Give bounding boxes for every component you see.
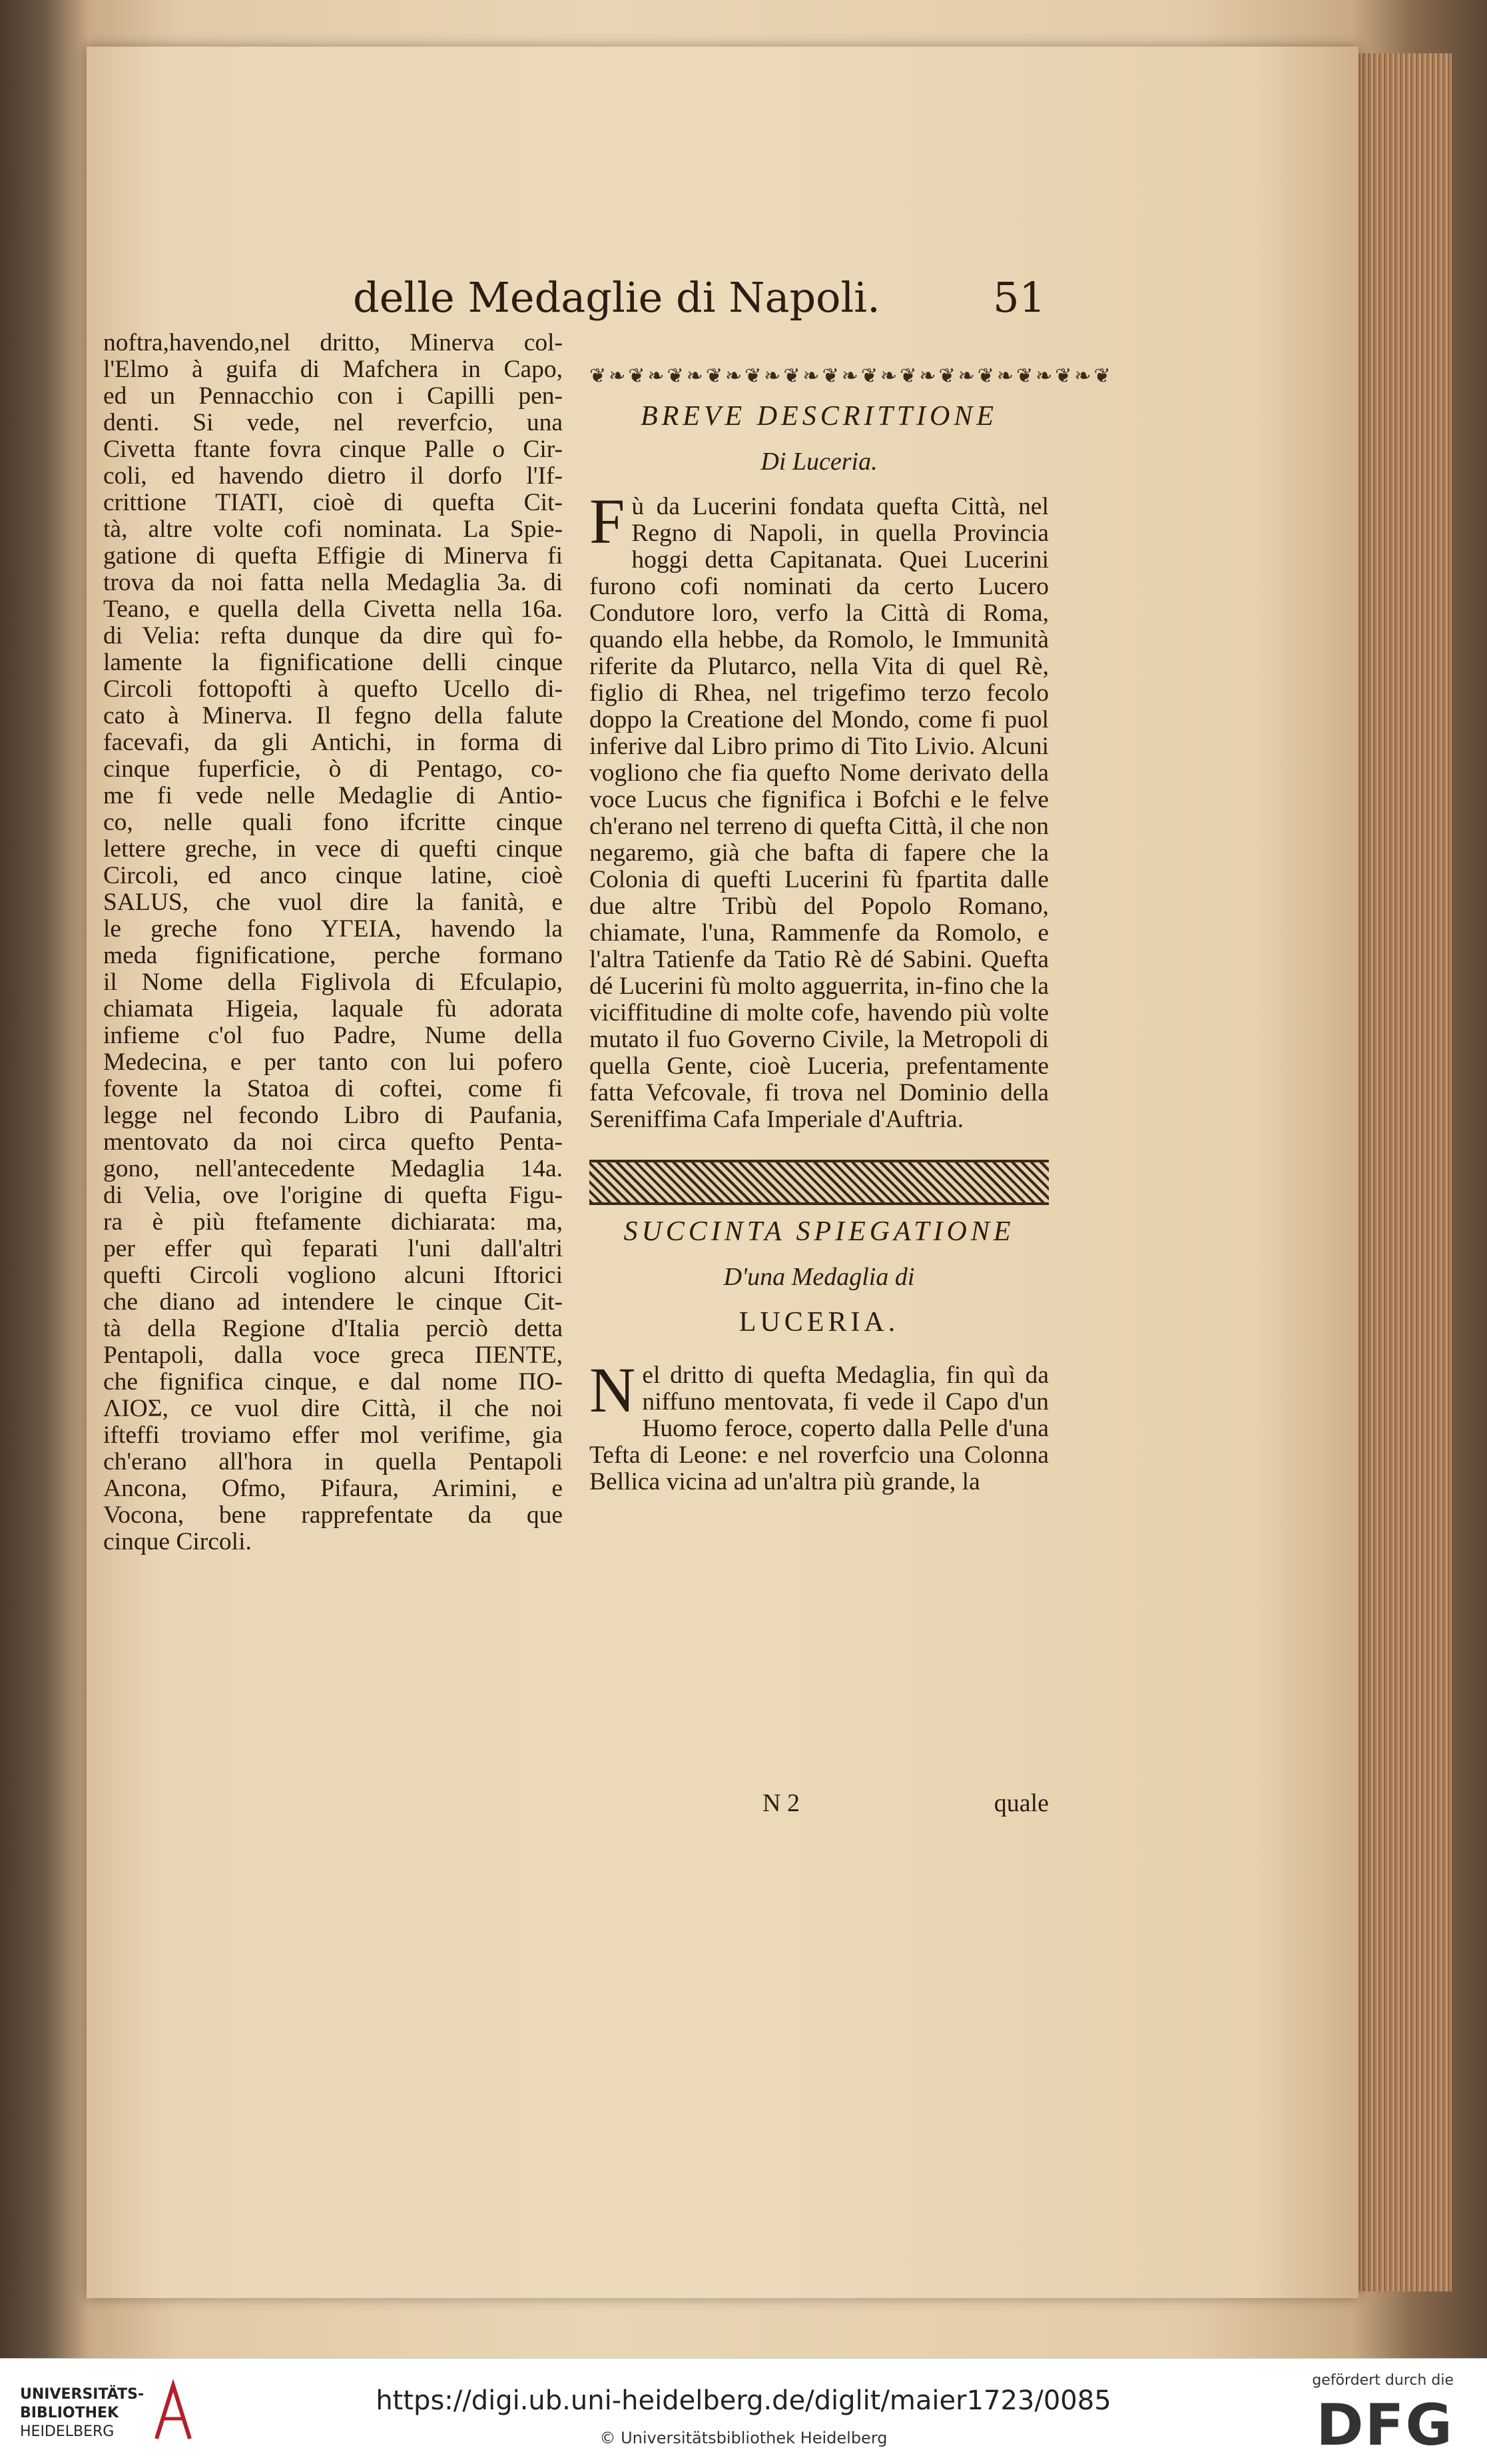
running-title: delle Medaglie di Napoli. [353,273,880,322]
section-body-luceria [589,486,1049,1133]
text-line: ΛΙΟΣ, ce vuol dire Città, il che noi [103,1395,563,1422]
text-line: infieme c'ol fuo Padre, Nume della [103,1022,563,1049]
library-name: UNIVERSITÄTS- BIBLIOTHEK HEIDELBERG [20,2386,145,2440]
text-line: me fi vede nelle Medaglie di Antio- [103,782,563,809]
text-line: gatione di quefta Effigie di Minerva fi [103,542,563,570]
funder-label: gefördert durch die [1312,2372,1454,2389]
text-line: ifteffi troviamo effer mol verifime, gia [103,1422,563,1449]
text-line: cinque Circoli. [103,1528,252,1555]
copyright-text: © Universitätsbibliothek Heidelberg [599,2429,888,2447]
text-line: ed un Pennacchio con i Capilli pen- [103,382,563,410]
page-url-link[interactable]: https://digi.ub.uni-heidelberg.de/diglit/maier1723/0085 [376,2385,1111,2416]
text-line: Pentapoli, dalla voce greca ΠΕΝΤΕ, [103,1342,563,1369]
section-subtitle-medaglia: D'una Medaglia di [723,1263,915,1291]
text-line: le greche fono YΓEIA, havendo la [103,915,563,943]
text-line: coli, ed havendo dietro il dorfo l'If- [103,462,563,490]
viewer-footer [0,2358,1487,2464]
right-column [589,363,1113,1495]
dfg-logo: DFG [1316,2392,1454,2459]
text-line: gono, nell'antecedente Medaglia 14a. [103,1155,563,1182]
section-subtitle: Di Luceria. [760,448,878,476]
section-name-luceria: LUCERIA. [739,1307,900,1338]
section-title-breve-descrittione: BREVE DESCRITTIONE [640,401,998,432]
text-line: che diano ad intendere le cinque Cit- [103,1288,563,1316]
text-line: trova da noi fatta nella Medaglia 3a. di [103,569,563,596]
text-line: noftra,havendo,nel dritto, Minerva col- [103,329,563,356]
drop-cap: N [589,1354,636,1426]
text-line: ch'erano all'hora in quella Pentapoli [103,1448,563,1475]
text-line: cato à Minerva. Il fegno della falute [103,702,563,729]
text-line: cinque fuperficie, ò di Pentago, co- [103,755,563,783]
running-header [353,273,1045,333]
text-line: Circoli, ed anco cinque latine, cioè [103,862,563,889]
text-line: Teano, e quella della Civetta nella 16a. [103,596,563,623]
text-line: Circoli fottopofti à quefto Ucello di- [103,675,563,703]
text-line: chiamata Higeia, laquale fù adorata [103,995,563,1023]
text-line: fovente la Statoa di coftei, come fi [103,1075,563,1102]
text-line: di Velia, ove l'origine di quefta Figu- [103,1182,563,1209]
text-line: Civetta ftante fovra cinque Palle o Cir- [103,436,563,463]
left-column [103,330,563,1555]
ornament-row: ❦❧❦❧❦❧❦❧❦❧❦❧❦❧❦❧❦❧❦❧❦❧❦❧❦❧❦ [589,365,1113,387]
ornamental-band [589,1160,1049,1205]
text-line: co, nelle quali fono ifcritte cinque [103,809,563,836]
section-body-medaglia [589,1354,1049,1495]
text-line: SALUS, che vuol dire la fanità, e [103,889,563,916]
text-line: il Nome della Figlivola di Efculapio, [103,969,563,996]
signature-mark: N 2 [762,1789,800,1817]
text-line: Medecina, e per tanto con lui pofero [103,1048,563,1076]
drop-cap: F [589,486,625,557]
text-line: che fignifica cinque, e dal nome ΠΟ- [103,1368,563,1396]
section-text: el dritto di quefta Medaglia, fin quì da niffuno mentovata, fi vede il Capo d'un Huomo feroce, coperto dalla Pelle d'una Tefta di Leone: e nel roverfcio una Colonna Bellica vicina ad un'altra più grande, la [589,1362,1049,1495]
catchword: quale [994,1789,1049,1817]
page-edges [1358,53,1452,2291]
text-line: l'Elmo à guifa di Mafchera in Capo, [103,356,563,383]
text-line: mentovato da noi circa quefto Penta- [103,1128,563,1156]
section-title-succinta-spiegatione: SUCCINTA SPIEGATIONE [623,1216,1015,1247]
text-line: quefti Circoli vogliono alcuni Iftorici [103,1262,563,1289]
text-line: tà della Regione d'Italia perciò detta [103,1315,563,1342]
text-line: per effer quì feparati l'uni dall'altri [103,1235,563,1262]
text-line: crittione TIATI, cioè di quefta Cit- [103,489,563,516]
text-line: lettere greche, in vece di quefti cinque [103,835,563,863]
text-line: Ancona, Ofmo, Pifaura, Arimini, e [103,1475,563,1502]
text-line: meda fignificatione, perche formano [103,942,563,969]
text-line: legge nel fecondo Libro di Paufania, [103,1102,563,1129]
text-line: tà, altre volte cofi nominata. La Spie- [103,516,563,543]
text-line: facevafi, da gli Antichi, in forma di [103,729,563,756]
page-number: 51 [993,273,1045,322]
text-line: Vocona, bene rapprefentate da que [103,1501,563,1529]
text-line: ra è più ftefamente dichiarata: ma, [103,1208,563,1236]
text-line: denti. Si vede, nel reverfcio, una [103,409,563,436]
section-text: ù da Lucerini fondata quefta Città, nel Regno di Napoli, in quella Provincia hoggi detta Capitanata. Quei Lucerini furono cofi nominati da certo Lucero Condutore loro, verfo la Città di Roma, quando ella hebbe, da Romolo, le Immunità riferite da Plutarco, nella Vita di quel Rè, figlio di Rhea, nel trigefimo terzo fecolo doppo la Creatione del Mondo, come fi puol inferive dal Libro primo di Tito Livio. Alcuni vogliono che fia quefto Nome derivato della voce Lucus che fignifica i Bofchi e le felve ch'erano nel terreno di quefta Città, il che non negaremo, già che bafta di fapere che la Colonia di quefti Lucerini fù fpartita dalle due altre Tribù del Popolo Romano, chiamate, l'una, Rammenfe da Romolo, e l'altra Tatienfe da Tatio Rè dé Sabini. Quefta dé Lucerini fù molto agguerrita, in-fino che la viciffitudine di molte cofe, havendo più volte mutato il fuo Governo Civile, la Metropoli di quella Gente, cioè Luceria, prefentamente fatta Vefcovale, fi trova nel Dominio della Sereniffima Cafa Imperiale d'Auftria. [589,493,1049,1133]
text-line: lamente la fignificatione delli cinque [103,649,563,676]
text-line: di Velia: refta dunque da dire quì fo- [103,622,563,649]
